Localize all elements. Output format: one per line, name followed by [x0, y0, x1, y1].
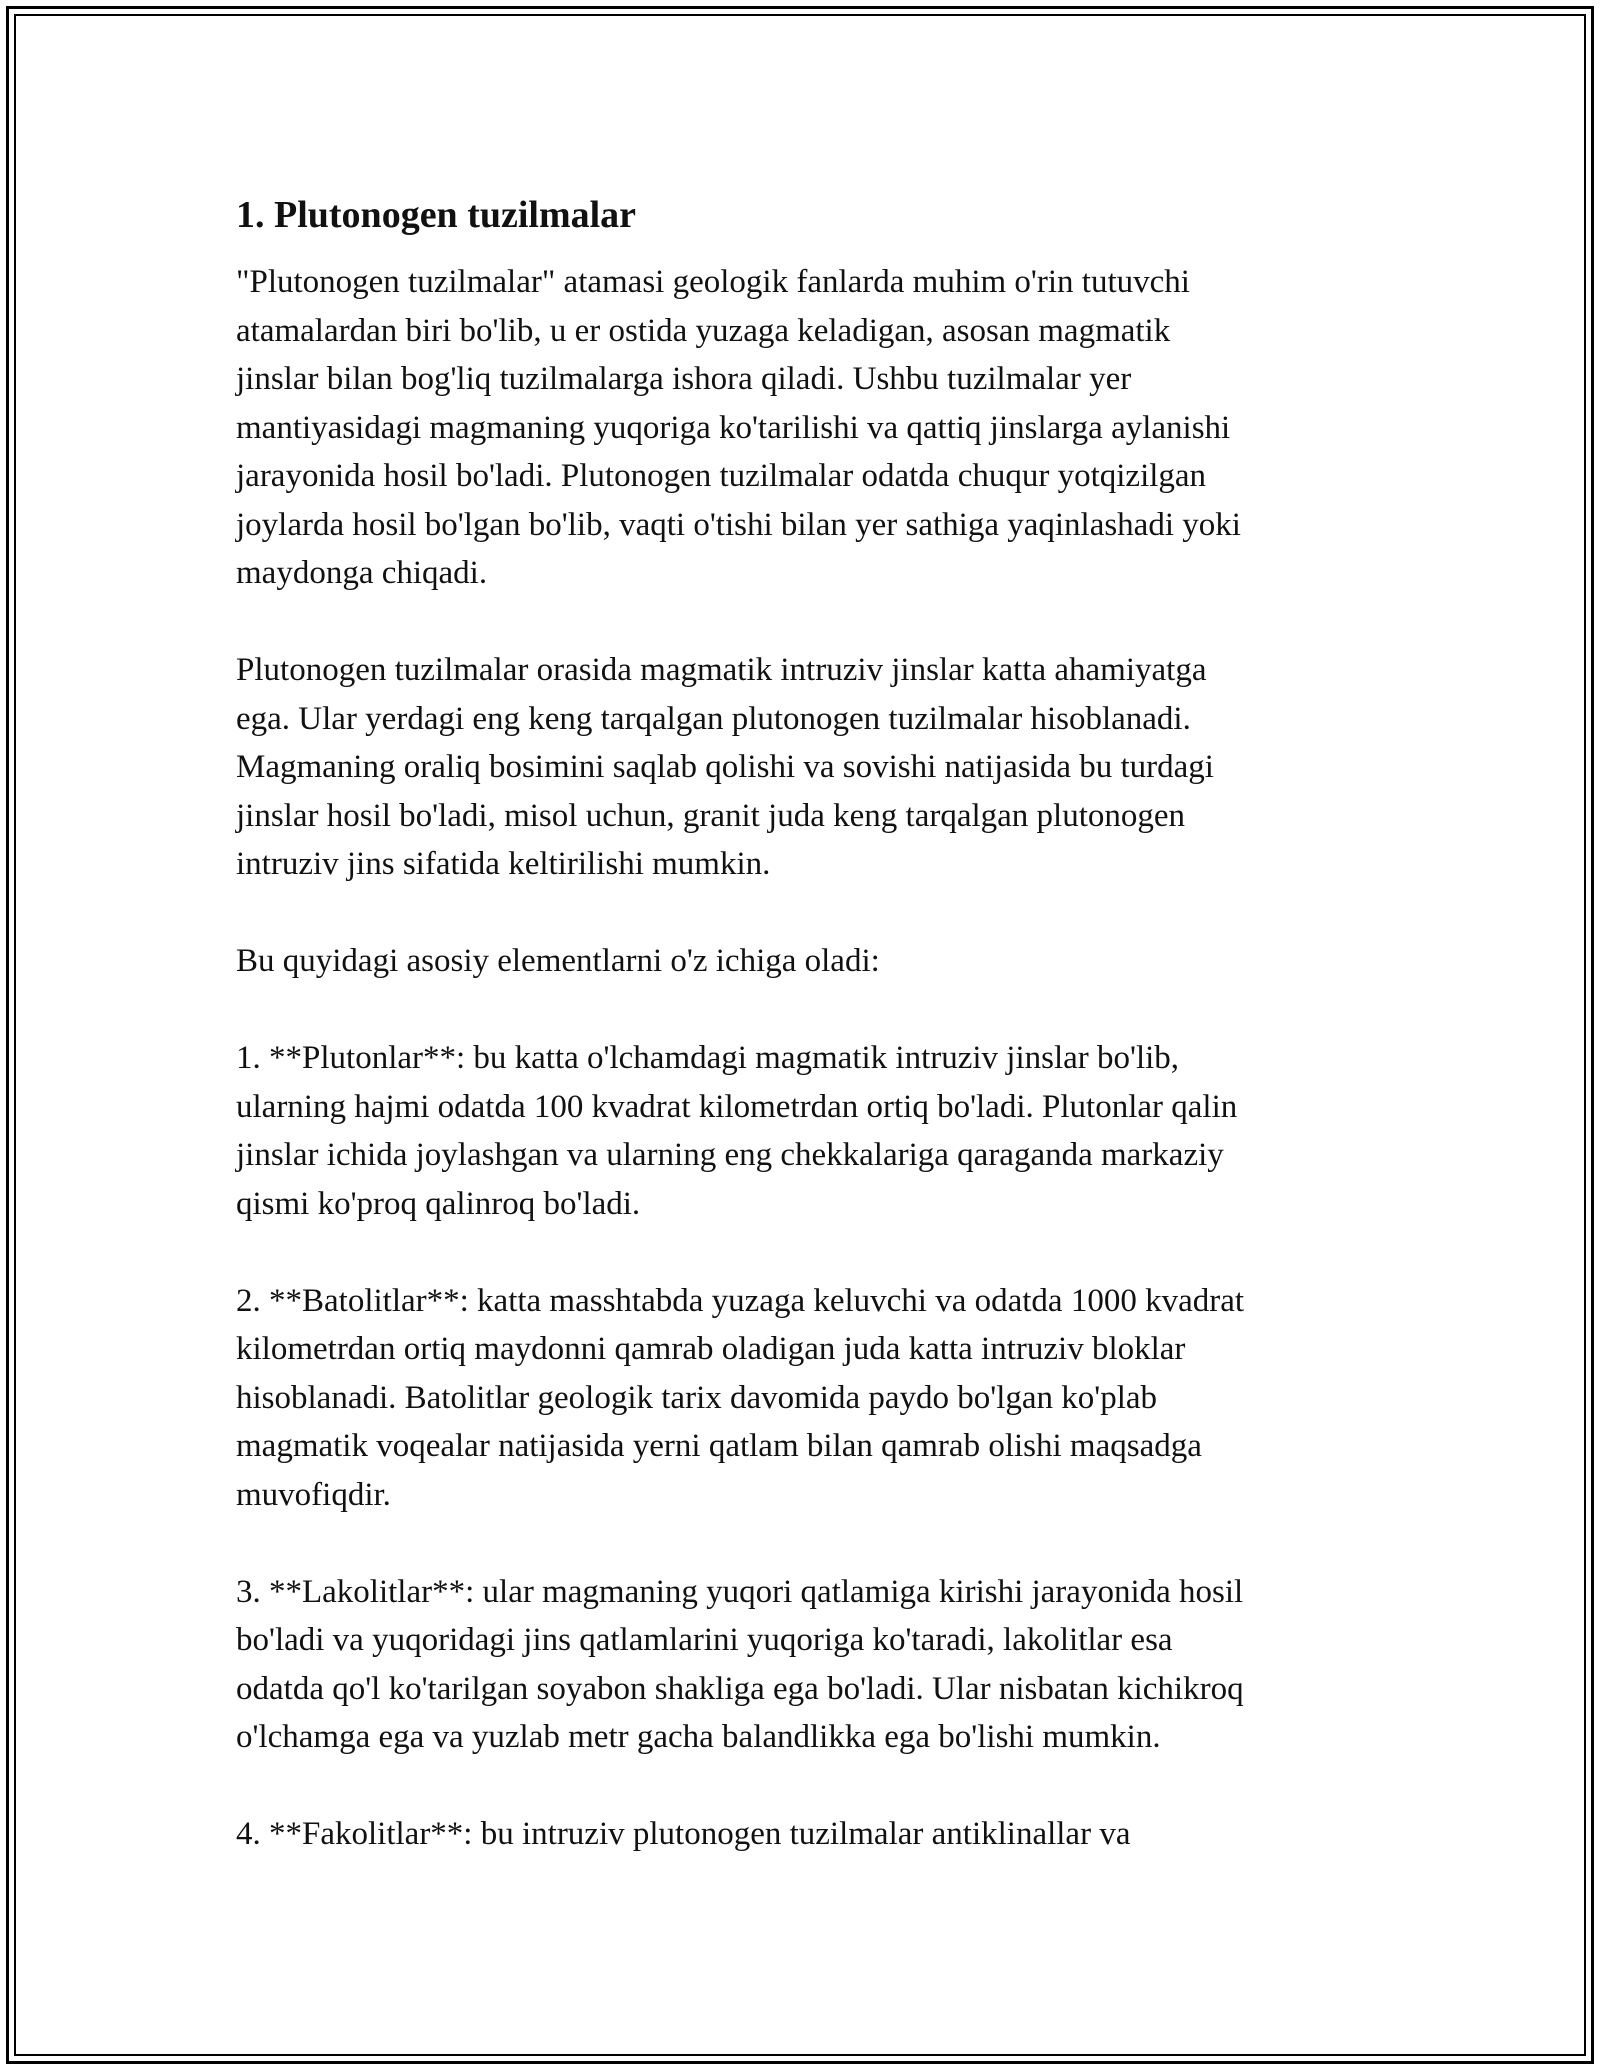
section-heading: 1. Plutonogen tuzilmalar — [236, 194, 637, 236]
paragraph-list-intro: Bu quyidagi asosiy elementlarni o'z ichiga oladi: — [236, 943, 880, 979]
paragraph-intrusive-rocks: Plutonogen tuzilmalar orasida magmatik intruziv jinslar katta ahamiyatga ega. Ular yerdagi eng keng tarqalgan plutonogen tuzilmalar hisoblanadi. Magmaning oraliq bosimini saqlab qolishi va sovishi natijasida bu turdagi jinslar hosil bo'ladi, misol uchun, granit juda keng tarqalgan plutonogen intruziv jins sifatida keltirilishi mumkin. — [236, 652, 1214, 882]
list-item-lakolitlar: 3. **Lakolitlar**: ular magmaning yuqori qatlamiga kirishi jarayonida hosil bo'ladi va yuqoridagi jins qatlamlarini yuqoriga ko'taradi, lakolitlar esa odatda qo'l ko'tarilgan soyabon shakliga ega bo'ladi. Ular nisbatan kichikroq o'lchamga ega va yuzlab metr gacha balandlikka ega bo'lishi mumkin. — [236, 1573, 1244, 1755]
list-item-fakolitlar: 4. **Fakolitlar**: bu intruziv plutonogen tuzilmalar antiklinallar va — [236, 1816, 1131, 1852]
document-body — [236, 186, 1366, 1859]
paragraph-intro: "Plutonogen tuzilmalar" atamasi geologik fanlarda muhim o'rin tutuvchi atamalardan biri bo'lib, u er ostida yuzaga keladigan, asosan magmatik jinslar bilan bog'liq tuzilmalarga ishora qiladi. Ushbu tuzilmalar yer mantiyasidagi magmaning yuqoriga ko'tarilishi va qattiq jinslarga aylanishi jarayonida hosil bo'ladi. Plutonogen tuzilmalar odatda chuqur yotqizilgan joylarda hosil bo'lgan bo'lib, vaqti o'tishi bilan yer sathiga yaqinlashadi yoki maydonga chiqadi. — [236, 264, 1241, 591]
list-item-plutonlar: 1. **Plutonlar**: bu katta o'lchamdagi magmatik intruziv jinslar bo'lib, ularning hajmi odatda 100 kvadrat kilometrdan ortiq bo'ladi. Plutonlar qalin jinslar ichida joylashgan va ularning eng chekkalariga qaraganda markaziy qismi ko'proq qalinroq bo'ladi. — [236, 1040, 1238, 1222]
list-item-batolitlar: 2. **Batolitlar**: katta masshtabda yuzaga keluvchi va odatda 1000 kvadrat kilometrdan ortiq maydonni qamrab oladigan juda katta intruziv bloklar hisoblanadi. Batolitlar geologik tarix davomida paydo bo'lgan ko'plab magmatik voqealar natijasida yerni qatlam bilan qamrab olishi maqsadga muvofiqdir. — [236, 1282, 1245, 1513]
